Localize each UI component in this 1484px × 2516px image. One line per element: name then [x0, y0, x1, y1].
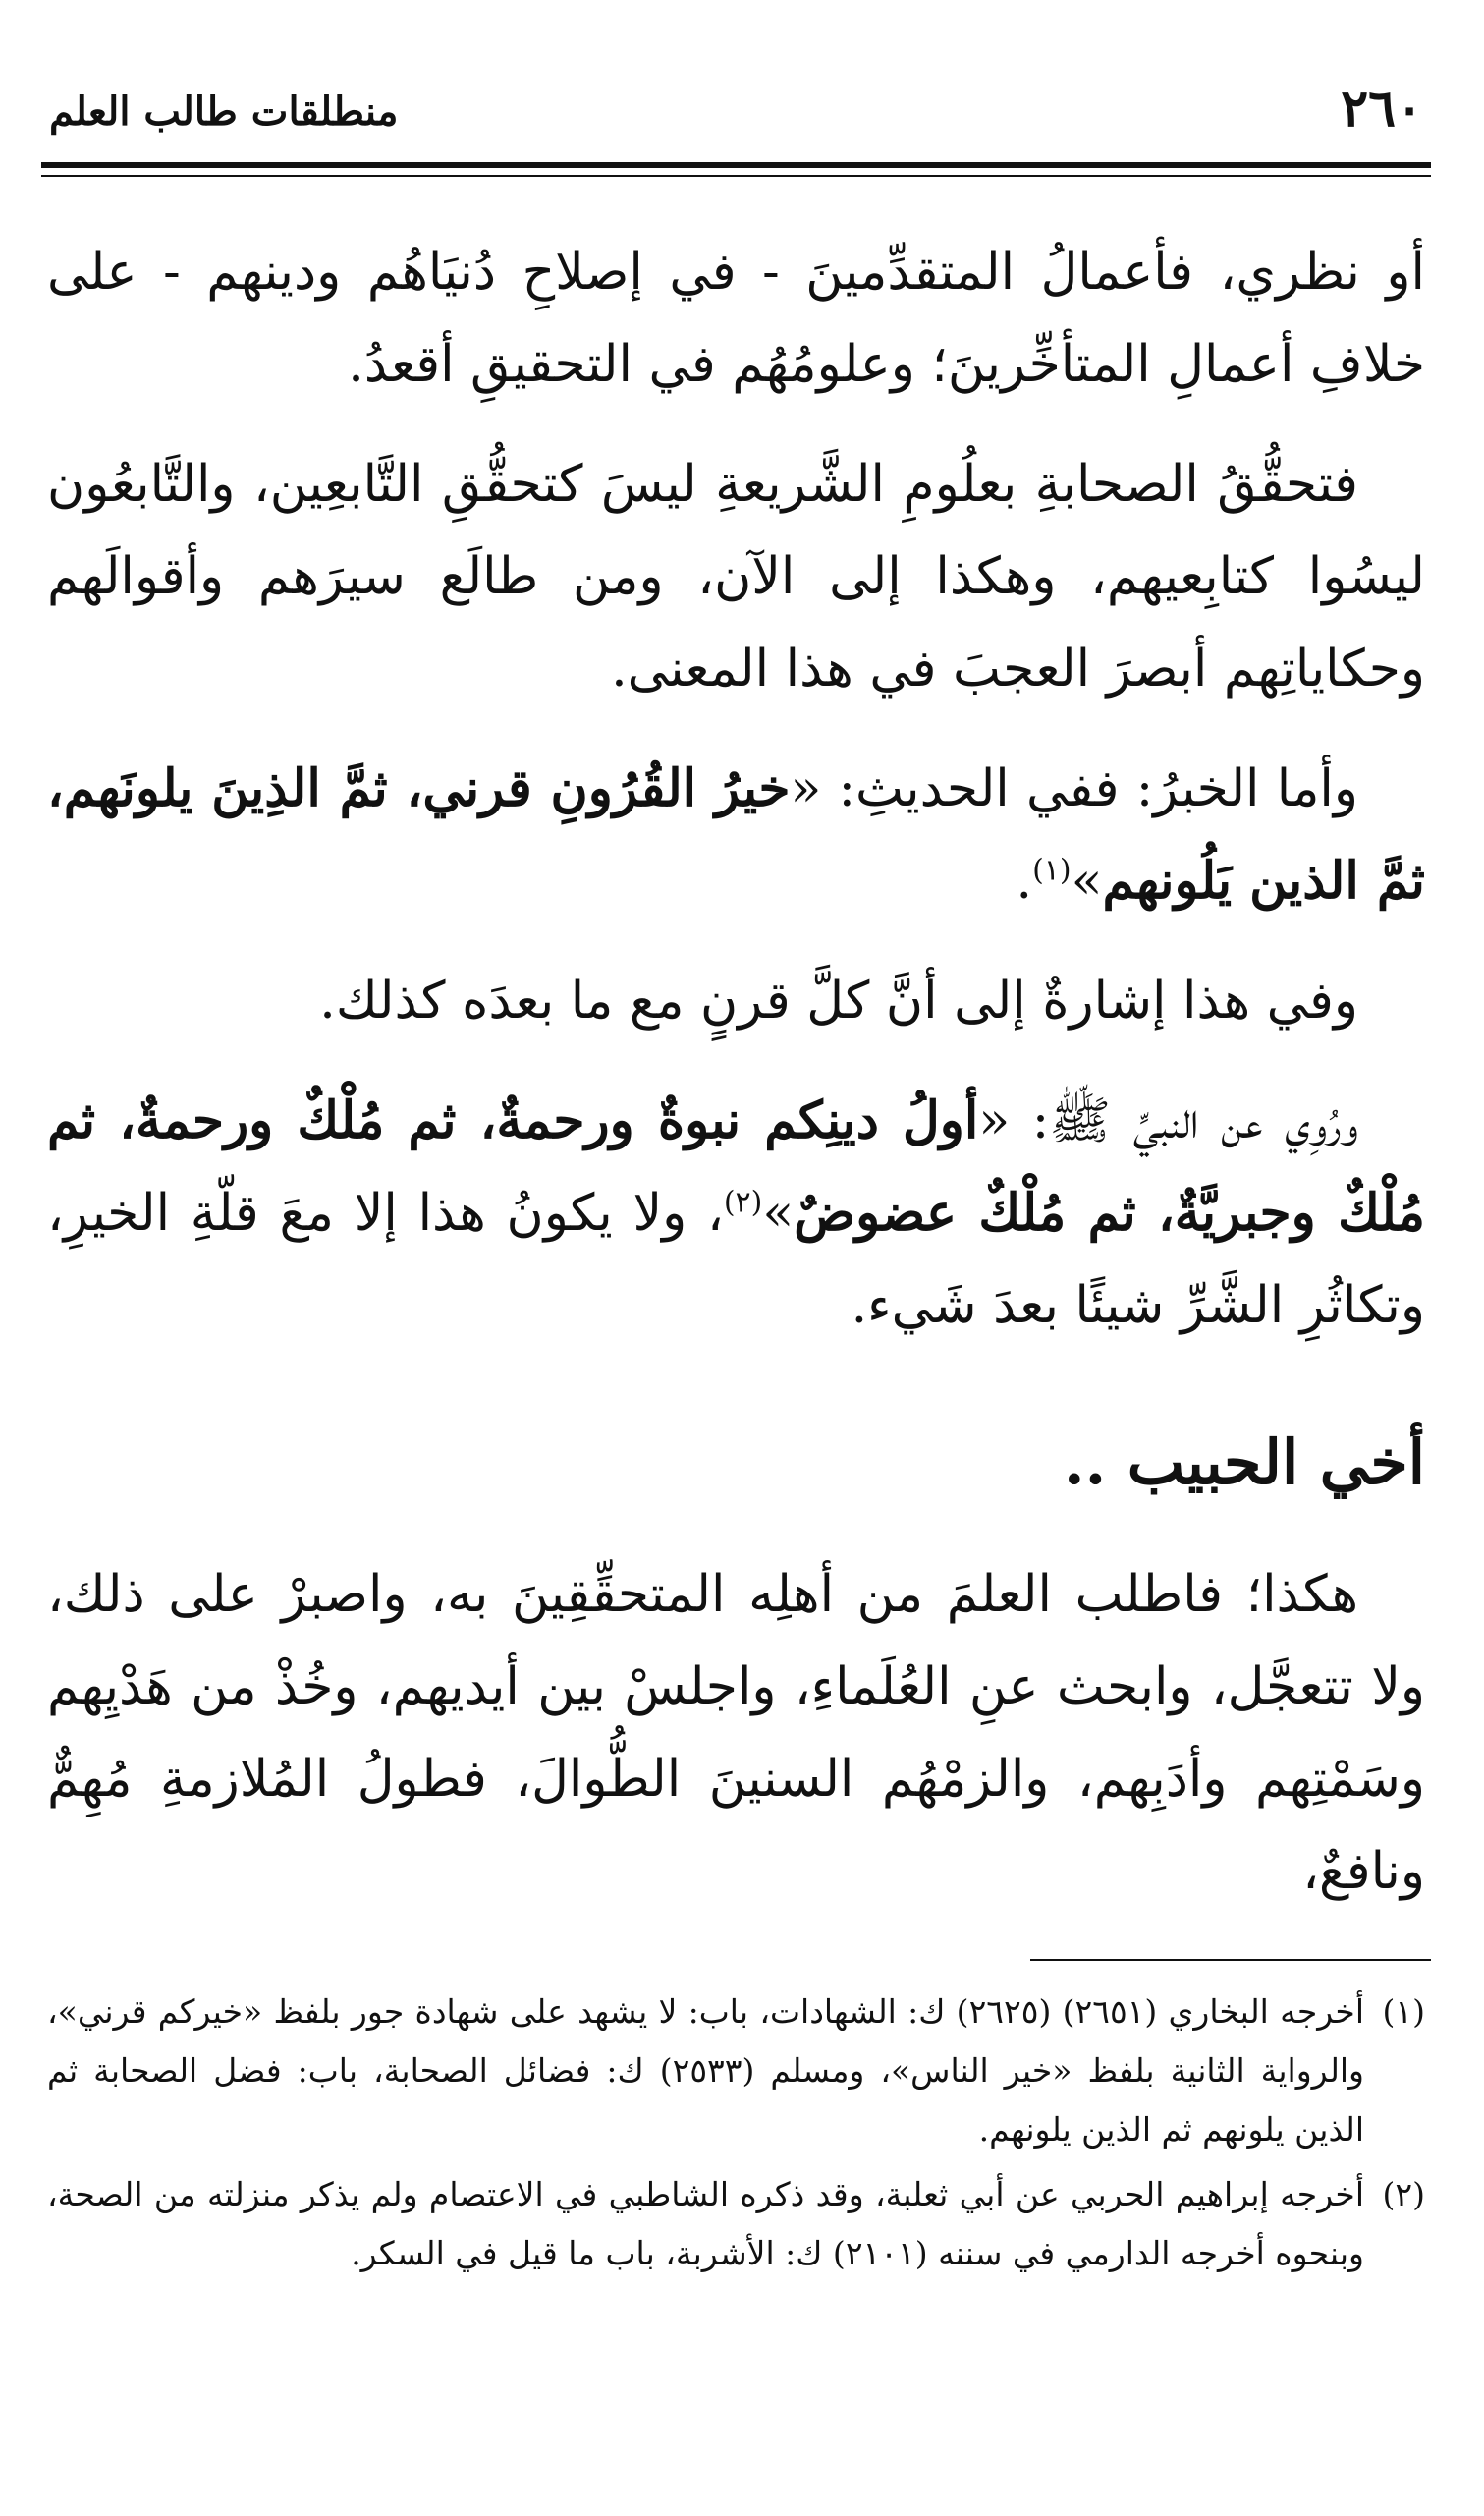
header-rule-thin — [41, 175, 1431, 177]
hadith-intro: ورُوِي عن النبيِّ ﷺ: « — [978, 1091, 1359, 1150]
footnote-ref-1[interactable]: (١) — [1032, 853, 1072, 888]
page-number: ٢٦٠ — [1341, 79, 1423, 139]
hadith-intro: وأما الخبرُ: ففي الحديثِ: « — [790, 759, 1358, 818]
hadith-close: » — [1071, 852, 1103, 911]
running-title: منطلقات طالب العلم — [49, 88, 399, 135]
footnote-1 — [47, 1983, 1425, 2159]
section-heading: أخي الحبيب .. — [1063, 1426, 1425, 1498]
footnote-separator — [1030, 1959, 1431, 1961]
paragraph-end: . — [1016, 852, 1033, 911]
footnote-text: أخرجه إبراهيم الحربي عن أبي ثعلبة، وقد ذكره الشاطبي في الاعتصام ولم يذكر منزلته من الصحة، وبنحوه أخرجه الدارمي في سننه (٢١٠١) ك: الأشربة، باب ما قيل في السكر. — [47, 2175, 1364, 2272]
hadith-text: خيرُ القُرُونِ قرني، ثمَّ الذِينَ يلونَهم، ثمَّ الذين يَلُونهم — [47, 758, 1425, 911]
footnote-text: أخرجه البخاري (٢٦٥١) (٢٦٢٥) ك: الشهادات، باب: لا يشهد على شهادة جور بلفظ «خيركم قرني»، والرواية الثانية بلفظ «خير الناس»، ومسلم (٢٥٣٣) ك: فضائل الصحابة، باب: فضل الصحابة ثم الذين يلونهم ثم الذين يلونهم. — [47, 1992, 1364, 2149]
paragraph-5 — [47, 1075, 1425, 1352]
page-header — [41, 79, 1431, 187]
header-rule-thick — [41, 162, 1431, 168]
main-text — [41, 226, 1431, 1918]
paragraph-4: وفي هذا إشارةٌ إلى أنَّ كلَّ قرنٍ مع ما بعدَه كذلك. — [319, 972, 1358, 1031]
book-page — [41, 79, 1431, 2476]
paragraph-2: فتحقُّقُ الصحابةِ بعلُومِ الشَّريعةِ ليسَ كتحقُّقِ التَّابعِين، والتَّابعُون ليسُوا كتابِعيهم، وهكذا إلى الآن، ومن طالَع سيرَهم وأقوالَهم وحكاياتِهم أبصرَ العجبَ في هذا المعنى. — [47, 455, 1425, 699]
paragraph-6: هكذا؛ فاطلب العلمَ من أهلِه المتحقِّقِينَ به، واصبرْ على ذلك، ولا تتعجَّل، وابحث عنِ العُلَماءِ، واجلسْ بين أيديهم، وخُذْ من هَدْيِهم وسَمْتِهم وأدَبِهم، والزمْهُم السنينَ الطُّوالَ، فطولُ المُلازمةِ مُهِمٌّ ونافعٌ، — [47, 1565, 1425, 1901]
footnote-number: (٢) — [1382, 2175, 1425, 2213]
paragraph-rest: ، ولا يكونُ هذا إلا معَ قلّةِ الخيرِ، وتكاثُرِ الشَّرِّ شيئًا بعدَ شَيء. — [47, 1184, 1425, 1335]
footnotes — [41, 1983, 1431, 2283]
footnote-ref-2[interactable]: (٢) — [723, 1185, 763, 1220]
paragraph-1: أو نظري، فأعمالُ المتقدِّمينَ - في إصلاحِ دُنيَاهُم ودينهم - على خلافِ أعمالِ المتأخِّرينَ؛ وعلومُهُم في التحقيقِ أقعدُ. — [47, 243, 1425, 394]
footnote-number: (١) — [1382, 1992, 1425, 2031]
hadith-text: أولُ دينِكم نبوةٌ ورحمةٌ، ثم مُلْكٌ ورحمةٌ، ثم مُلْكٌ وجبريَّةٌ، ثم مُلْكٌ عضوضٌ — [47, 1090, 1425, 1243]
footnote-2 — [47, 2165, 1425, 2283]
paragraph-3 — [47, 743, 1425, 927]
hadith-close: » — [762, 1184, 795, 1243]
